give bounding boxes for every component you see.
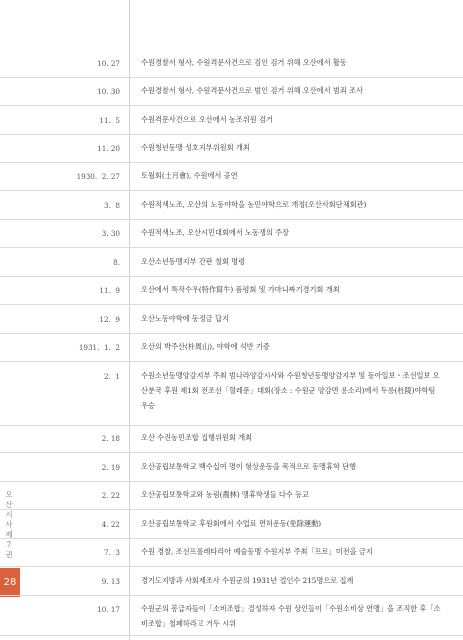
chronology-row — [0, 163, 463, 191]
event-description: 오산의 박주산(朴周山), 야학에 석반 기증 — [141, 342, 270, 351]
event-date: 9. 13 — [101, 577, 120, 586]
chronology-row — [0, 511, 463, 539]
running-book-title: 오산시사 제7권 — [5, 490, 13, 559]
event-date: 8. — [113, 258, 120, 267]
event-date: 7. 3 — [104, 548, 120, 557]
chronology-row — [0, 78, 463, 106]
event-date: 10. 17 — [97, 605, 120, 614]
chronology-row — [0, 596, 463, 636]
chronology-row — [0, 482, 463, 510]
chronology-row — [0, 220, 463, 248]
event-description: 수원청년동맹 성호지부위원회 개최 — [141, 143, 250, 152]
event-description: 수원적색노조, 오산시민대회에서 노동쟁의 주장 — [141, 228, 290, 237]
chronology-row — [0, 107, 463, 135]
event-description: 오산공립보통학교 후원회에서 수업료 면허운동(免除運動) — [141, 519, 322, 528]
event-description: 수원경찰서 형사, 수원격문사건으로 검인 검거 위해 오산에서 활동 — [141, 58, 347, 67]
event-description: 오산 수진농민조합 집행위원회 개최 — [141, 433, 253, 442]
event-date: 10. 27 — [97, 59, 120, 68]
event-date: 11. 20 — [97, 144, 120, 153]
event-date: 2. 18 — [101, 434, 120, 443]
chronology-row — [0, 425, 463, 453]
chronology-row — [0, 539, 463, 567]
chronology-row — [0, 306, 463, 334]
event-date: 12. 9 — [99, 315, 120, 324]
event-date: 3. 30 — [101, 229, 120, 238]
event-description: 토월회(土月會), 수원에서 공연 — [141, 171, 238, 180]
event-date: 2. 19 — [101, 463, 120, 472]
event-date: 11. 9 — [99, 286, 120, 295]
chronology-row — [0, 334, 463, 362]
event-description: 수원군의 봉급자들이「소비조합」결성하자 수원 상인들이「수원소비상 연맹」을 조직한 후「소비조합」철폐하라고 거두 시위 — [141, 604, 441, 628]
chronology-row — [0, 363, 463, 426]
event-date: 1930. 2. 27 — [76, 172, 120, 181]
event-description: 오산공립보통학교와 농림(農林) 맹휴학생들 다수 등교 — [141, 490, 309, 499]
event-description: 수원 경찰, 조선프롤레타리아 예술동맹 수원지부 주최「프로」미전을 금지 — [141, 547, 373, 556]
event-date: 2. 22 — [101, 491, 120, 500]
event-description: 수원적색노조, 오산의 노동야학을 농민야학으로 개정(오산사회단체회관) — [141, 200, 367, 209]
event-description: 오산노동야학에 동정금 답지 — [141, 314, 229, 323]
page-number: 28 — [0, 568, 20, 597]
event-description: 수원격문사건으로 오산에서 농조위원 검거 — [141, 115, 273, 124]
chronology-row — [0, 454, 463, 482]
event-date: 2. 1 — [104, 372, 120, 381]
event-date: 10. 30 — [97, 87, 120, 96]
event-description: 경기도지방과 사회제조사 수원군의 1931년 결인수 215명으로 집계 — [141, 576, 354, 585]
chronology-row — [0, 277, 463, 305]
event-description: 수원소년동맹양감지부 주최 범나라양감시사와 수원청년동맹양감지부 및 동아일보・조선일보 오산분국 후원 제1회 전조선「혈레문」대회(장소 : 수원군 양감면 용소리)에서 두릉(杜陵)야학팀 우승 — [141, 371, 440, 410]
event-date: 11. 5 — [99, 116, 120, 125]
event-description: 오산에서 특작수우(特作寫牛) 품평회 및 가마니짜기경기회 개최 — [141, 285, 340, 294]
event-description: 오산공립보통학교 백수십여 명이 형상운동을 목적으로 동맹휴학 단행 — [141, 462, 357, 471]
chronology-row — [0, 135, 463, 163]
event-date: 3. 8 — [104, 201, 120, 210]
event-date: 4. 22 — [101, 520, 120, 529]
chronology-row — [0, 50, 463, 78]
event-date: 1931. 1. 2 — [78, 343, 120, 352]
chronology-row — [0, 192, 463, 220]
event-description: 오산소년동맹지부 간판 철회 명령 — [141, 257, 246, 266]
chronology-row — [0, 249, 463, 277]
event-description: 수원경찰서 형사, 수원격문사건으로 범인 검거 위해 오산에서 범죄 조사 — [141, 86, 363, 95]
chronology-row — [0, 568, 463, 596]
